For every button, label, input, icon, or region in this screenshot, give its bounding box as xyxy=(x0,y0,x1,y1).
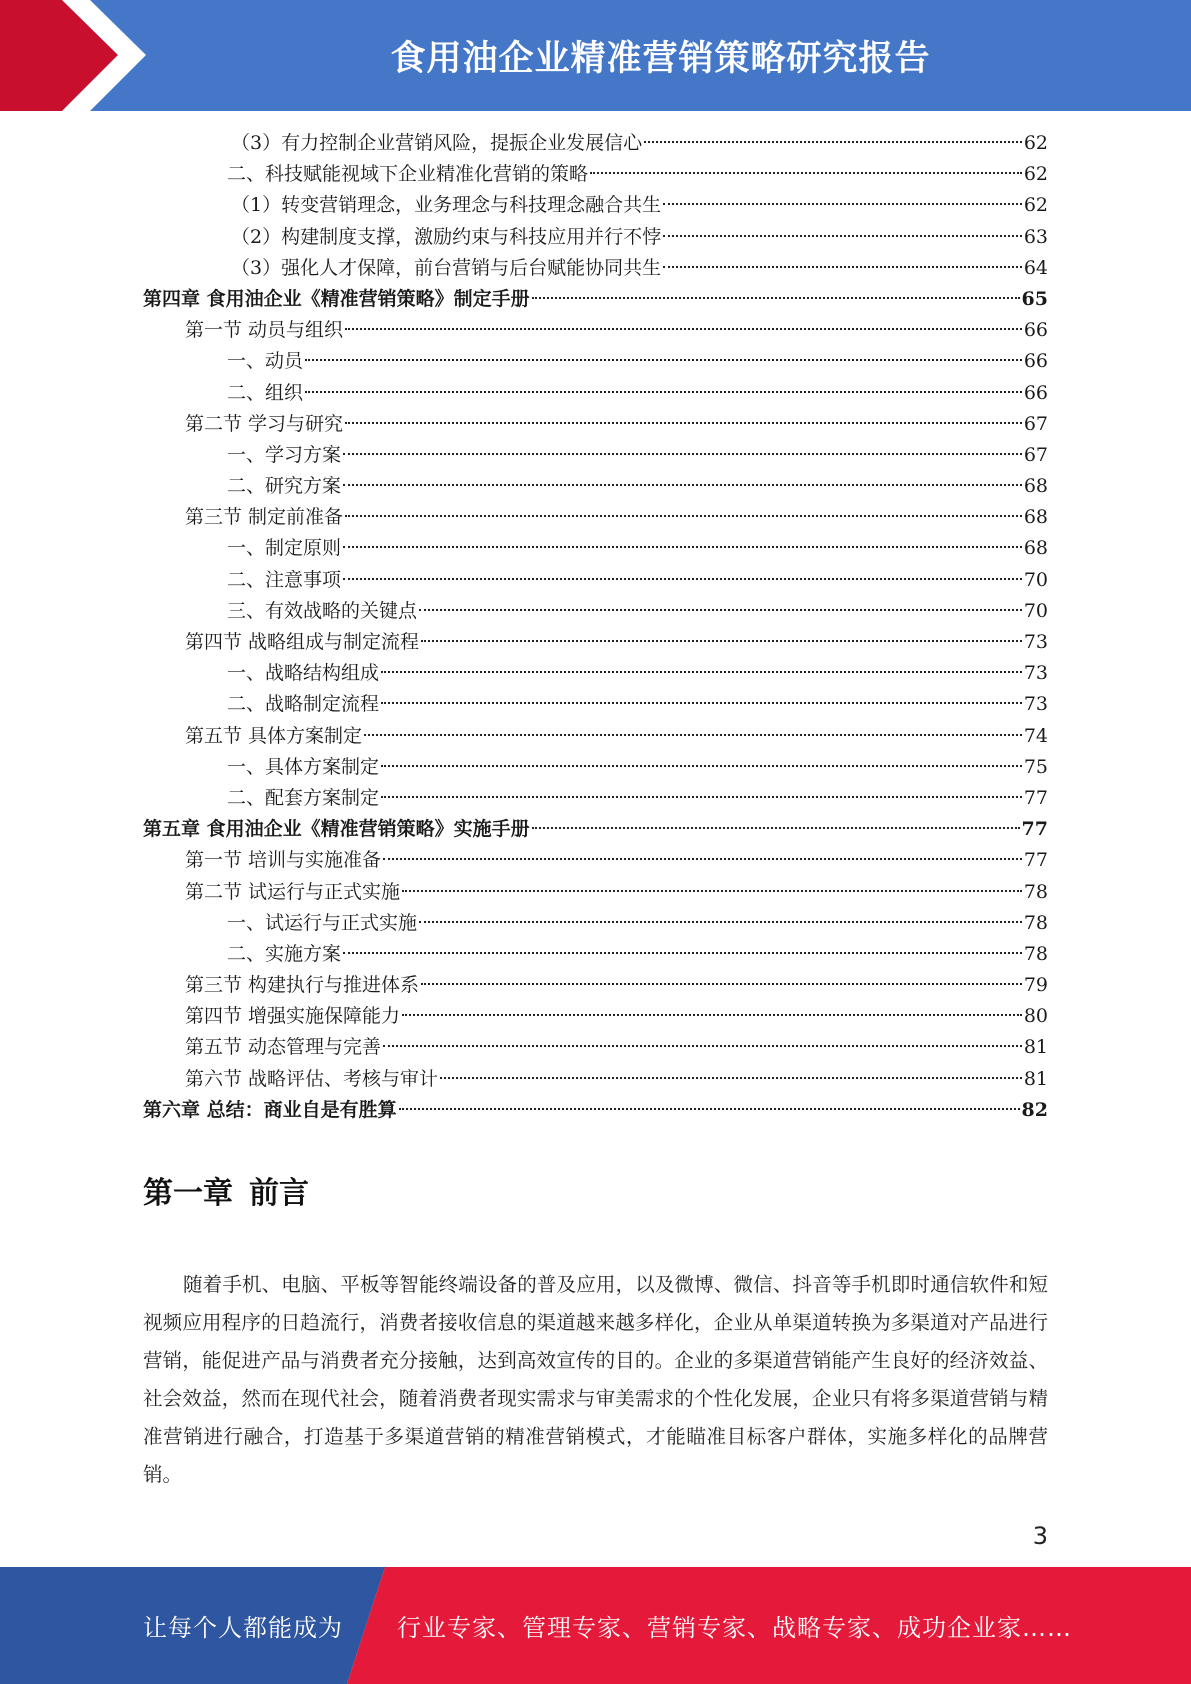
toc-entry[interactable] xyxy=(143,908,1048,939)
chapter-title: 前言 xyxy=(249,1176,309,1211)
chapter-number: 第一章 xyxy=(143,1176,233,1211)
toc-entry[interactable] xyxy=(143,783,1048,814)
toc-entry-page: 63 xyxy=(1023,225,1048,248)
toc-entry-title: 二、组织 xyxy=(227,381,304,404)
toc-entry-title: 第四节 战略组成与制定流程 xyxy=(185,631,420,653)
toc-entry-title: 二、配套方案制定 xyxy=(227,786,380,809)
toc-entry[interactable] xyxy=(143,409,1048,440)
toc-dot-leader xyxy=(421,983,1022,985)
toc-entry-title: （2）构建制度支撑，激励约束与科技应用并行不悖 xyxy=(231,225,662,248)
page-number: 3 xyxy=(1032,1522,1048,1550)
footer-slogan-right: 行业专家、管理专家、营销专家、战略专家、成功企业家…… xyxy=(397,1614,1072,1642)
toc-dot-leader xyxy=(305,359,1022,361)
body-paragraph: 随着手机、电脑、平板等智能终端设备的普及应用，以及微博、微信、抖音等手机即时通信软件和短视频应用程序的日趋流行，消费者接收信息的渠道越来越多样化，企业从单渠道转换为多渠道对产品进行营销，能促进产品与消费者充分接触，达到高效宣传的目的。企业的多渠道营销能产生良好的经济效益、社会效益，然而在现代社会，随着消费者现实需求与审美需求的个性化发展，企业只有将多渠道营销与精准营销进行融合，打造基于多渠道营销的精准营销模式，才能瞄准目标客户群体，实施多样化的品牌营销。 xyxy=(143,1273,1048,1486)
toc-entry[interactable] xyxy=(143,752,1048,783)
toc-dot-leader xyxy=(440,1077,1022,1079)
toc-entry[interactable] xyxy=(143,284,1048,315)
toc-entry-title: 第三节 构建执行与推进体系 xyxy=(185,974,420,997)
page-header xyxy=(0,0,1191,111)
toc-entry[interactable] xyxy=(143,346,1048,377)
toc-entry[interactable] xyxy=(143,315,1048,346)
toc-dot-leader xyxy=(532,297,1020,299)
toc-entry-title: 一、试运行与正式实施 xyxy=(227,911,418,934)
toc-entry-page: 77 xyxy=(1023,849,1048,872)
toc-entry-title: 第五章 食用油企业《精准营销策略》实施手册 xyxy=(143,818,530,841)
toc-entry-page: 62 xyxy=(1023,194,1048,217)
toc-entry-page: 66 xyxy=(1023,319,1048,342)
table-of-contents xyxy=(143,128,1048,1126)
toc-entry-title: 一、具体方案制定 xyxy=(227,755,380,778)
toc-dot-leader xyxy=(383,1045,1022,1047)
toc-entry-page: 78 xyxy=(1023,911,1048,934)
toc-entry-title: 第六节 战略评估、考核与审计 xyxy=(185,1067,439,1090)
toc-dot-leader xyxy=(345,422,1022,424)
toc-dot-leader xyxy=(663,266,1022,268)
toc-entry[interactable] xyxy=(143,190,1048,221)
toc-dot-leader xyxy=(532,827,1020,829)
toc-entry-page: 73 xyxy=(1023,631,1048,653)
toc-entry-page: 67 xyxy=(1023,412,1048,435)
toc-entry-title: 二、注意事项 xyxy=(227,568,342,591)
toc-entry[interactable] xyxy=(143,845,1048,876)
toc-entry-page: 79 xyxy=(1023,974,1048,997)
toc-entry-title: （1）转变营销理念，业务理念与科技理念融合共生 xyxy=(231,194,662,217)
toc-entry-title: 一、学习方案 xyxy=(227,443,342,466)
toc-entry[interactable] xyxy=(143,222,1048,253)
toc-entry[interactable] xyxy=(143,939,1048,970)
toc-entry-page: 73 xyxy=(1023,662,1048,685)
toc-entry-title: 第五节 具体方案制定 xyxy=(185,724,363,747)
toc-dot-leader xyxy=(343,578,1022,580)
toc-entry[interactable] xyxy=(143,970,1048,1001)
toc-entry-page: 80 xyxy=(1023,1005,1048,1028)
toc-entry[interactable] xyxy=(143,378,1048,409)
toc-entry-page: 70 xyxy=(1023,568,1048,591)
toc-entry[interactable] xyxy=(143,596,1048,627)
toc-entry-title: 二、实施方案 xyxy=(227,942,342,965)
toc-entry-title: 二、科技赋能视域下企业精准化营销的策略 xyxy=(227,163,589,186)
toc-entry-title: 第四节 增强实施保障能力 xyxy=(185,1005,401,1028)
toc-entry-page: 78 xyxy=(1023,880,1048,903)
toc-dot-leader xyxy=(399,1108,1020,1110)
toc-dot-leader xyxy=(305,391,1022,393)
toc-entry-title: 二、研究方案 xyxy=(227,475,342,498)
toc-entry-title: （3）有力控制企业营销风险，提振企业发展信心 xyxy=(231,132,643,154)
toc-entry-page: 77 xyxy=(1021,818,1048,841)
toc-dot-leader xyxy=(644,141,1022,143)
toc-entry[interactable] xyxy=(143,159,1048,190)
toc-entry[interactable] xyxy=(143,627,1048,658)
toc-dot-leader xyxy=(421,640,1022,642)
toc-entry[interactable] xyxy=(143,814,1048,845)
toc-entry-title: 第一节 培训与实施准备 xyxy=(185,849,382,872)
toc-entry-page: 67 xyxy=(1023,443,1048,466)
toc-entry-title: 第二节 试运行与正式实施 xyxy=(185,880,401,903)
toc-entry-title: 一、战略结构组成 xyxy=(227,662,380,685)
toc-dot-leader xyxy=(381,702,1022,704)
toc-dot-leader xyxy=(419,921,1022,923)
toc-dot-leader xyxy=(364,734,1022,736)
toc-entry-page: 78 xyxy=(1023,942,1048,965)
toc-entry-title: 一、制定原则 xyxy=(227,537,342,560)
toc-entry-page: 62 xyxy=(1023,163,1048,186)
toc-entry[interactable] xyxy=(143,658,1048,689)
toc-entry[interactable] xyxy=(143,721,1048,752)
toc-dot-leader xyxy=(590,172,1022,174)
toc-entry-page: 82 xyxy=(1021,1098,1048,1121)
toc-dot-leader xyxy=(381,671,1022,673)
footer-slogan-left: 让每个人都能成为 xyxy=(143,1614,343,1642)
toc-dot-leader xyxy=(663,203,1022,205)
toc-entry[interactable] xyxy=(143,1064,1048,1095)
toc-dot-leader xyxy=(381,765,1022,767)
toc-entry-title: 第六章 总结：商业自是有胜算 xyxy=(143,1098,397,1121)
toc-entry-title: 第二节 学习与研究 xyxy=(185,412,344,435)
toc-entry[interactable] xyxy=(143,877,1048,908)
toc-entry-page: 66 xyxy=(1023,381,1048,404)
toc-entry-page: 68 xyxy=(1023,506,1048,529)
toc-entry-page: 64 xyxy=(1023,256,1048,279)
toc-dot-leader xyxy=(419,609,1022,611)
page-footer xyxy=(0,1567,1191,1684)
toc-entry[interactable] xyxy=(143,1095,1048,1126)
toc-entry-page: 74 xyxy=(1023,724,1048,747)
toc-entry[interactable] xyxy=(143,128,1048,159)
toc-entry-page: 68 xyxy=(1023,475,1048,498)
toc-entry-page: 65 xyxy=(1021,287,1048,310)
toc-entry-title: 一、动员 xyxy=(227,350,304,373)
toc-entry-page: 70 xyxy=(1023,599,1048,622)
toc-entry[interactable] xyxy=(143,565,1048,596)
toc-entry-page: 81 xyxy=(1023,1036,1048,1059)
toc-entry-title: 第三节 制定前准备 xyxy=(185,506,344,529)
toc-entry-title: （3）强化人才保障，前台营销与后台赋能协同共生 xyxy=(231,256,662,279)
toc-entry[interactable] xyxy=(143,502,1048,533)
toc-dot-leader xyxy=(345,328,1022,330)
chapter-heading xyxy=(143,1168,325,1212)
toc-dot-leader xyxy=(402,890,1022,892)
document-title: 食用油企业精准营销策略研究报告 xyxy=(390,38,931,79)
toc-dot-leader xyxy=(383,858,1022,860)
toc-entry-page: 66 xyxy=(1023,350,1048,373)
toc-dot-leader xyxy=(343,453,1022,455)
toc-entry-page: 81 xyxy=(1023,1067,1048,1090)
toc-entry[interactable] xyxy=(143,689,1048,720)
toc-dot-leader xyxy=(381,796,1022,798)
toc-entry-page: 77 xyxy=(1023,786,1048,809)
toc-entry[interactable] xyxy=(143,533,1048,564)
toc-dot-leader xyxy=(663,235,1022,237)
toc-entry-page: 68 xyxy=(1023,537,1048,560)
toc-dot-leader xyxy=(343,484,1022,486)
toc-entry-page: 62 xyxy=(1023,132,1048,154)
toc-entry-page: 73 xyxy=(1023,693,1048,716)
toc-dot-leader xyxy=(343,546,1022,548)
toc-entry[interactable] xyxy=(143,1032,1048,1063)
toc-entry-title: 第一节 动员与组织 xyxy=(185,319,344,342)
toc-entry-page: 75 xyxy=(1023,755,1048,778)
toc-dot-leader xyxy=(402,1014,1022,1016)
toc-entry-title: 三、有效战略的关键点 xyxy=(227,599,418,622)
toc-entry[interactable] xyxy=(143,253,1048,284)
toc-entry-title: 第五节 动态管理与完善 xyxy=(185,1036,382,1059)
toc-entry-title: 二、战略制定流程 xyxy=(227,693,380,716)
toc-entry-title: 第四章 食用油企业《精准营销策略》制定手册 xyxy=(143,287,530,310)
toc-dot-leader xyxy=(343,952,1022,954)
toc-entry[interactable] xyxy=(143,471,1048,502)
toc-entry[interactable] xyxy=(143,440,1048,471)
toc-dot-leader xyxy=(345,515,1022,517)
toc-entry[interactable] xyxy=(143,1001,1048,1032)
